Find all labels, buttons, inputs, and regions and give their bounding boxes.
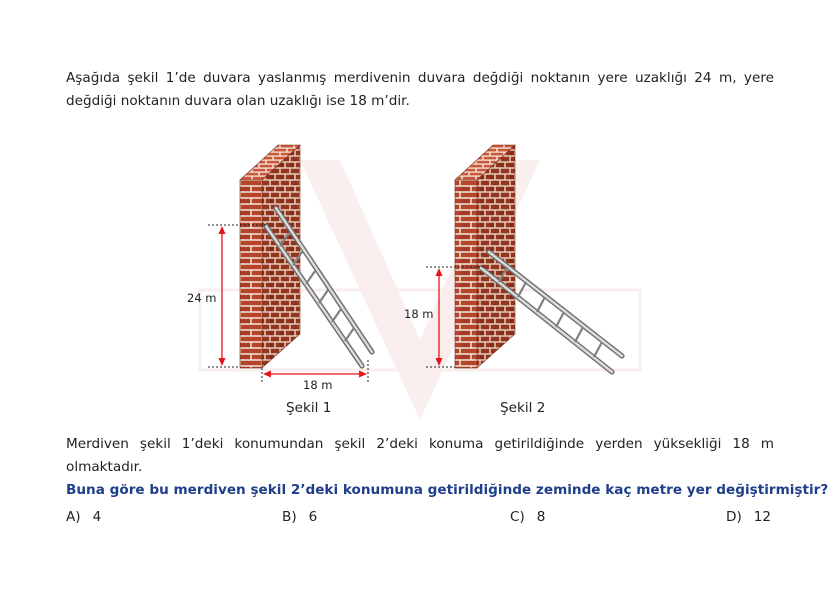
question-text: Buna göre bu merdiven şekil 2’deki konumuna getirildiğinde zeminde kaç metre yer değiştirmiştir? xyxy=(66,482,829,498)
choice-a[interactable] xyxy=(66,509,101,525)
fig2-height-label: 18 m xyxy=(404,307,434,321)
choice-c[interactable] xyxy=(510,509,545,525)
fig2-wall-front xyxy=(455,180,477,368)
body-paragraph: Merdiven şekil 1’deki konumundan şekil 2’deki konuma getirildiğinde yerden yüksekliği 18 m olmaktadır. xyxy=(66,436,774,475)
choice-d[interactable] xyxy=(726,509,771,525)
choice-c-value: 8 xyxy=(536,509,546,525)
choice-d-value: 12 xyxy=(753,509,772,525)
fig1-wall-side xyxy=(262,145,300,368)
fig1-caption: Şekil 1 xyxy=(286,400,332,416)
choice-b-label: B) xyxy=(282,509,297,525)
choice-b[interactable] xyxy=(282,509,317,525)
fig1-wall-front xyxy=(240,180,262,368)
choice-c-label: C) xyxy=(510,509,525,525)
choice-a-value: 4 xyxy=(92,509,102,525)
fig2-caption: Şekil 2 xyxy=(500,400,546,416)
fig1-height-label: 24 m xyxy=(187,291,217,305)
intro-paragraph: Aşağıda şekil 1’de duvara yaslanmış merdivenin duvara değdiği noktanın yere uzaklığı 24 m, yere değdiği noktanın duvara olan uzaklığı ise 18 m’dir. xyxy=(66,70,774,109)
fig1-base-label: 18 m xyxy=(303,378,333,392)
choice-a-label: A) xyxy=(66,509,81,525)
choice-d-label: D) xyxy=(726,509,742,525)
choice-b-value: 6 xyxy=(308,509,318,525)
